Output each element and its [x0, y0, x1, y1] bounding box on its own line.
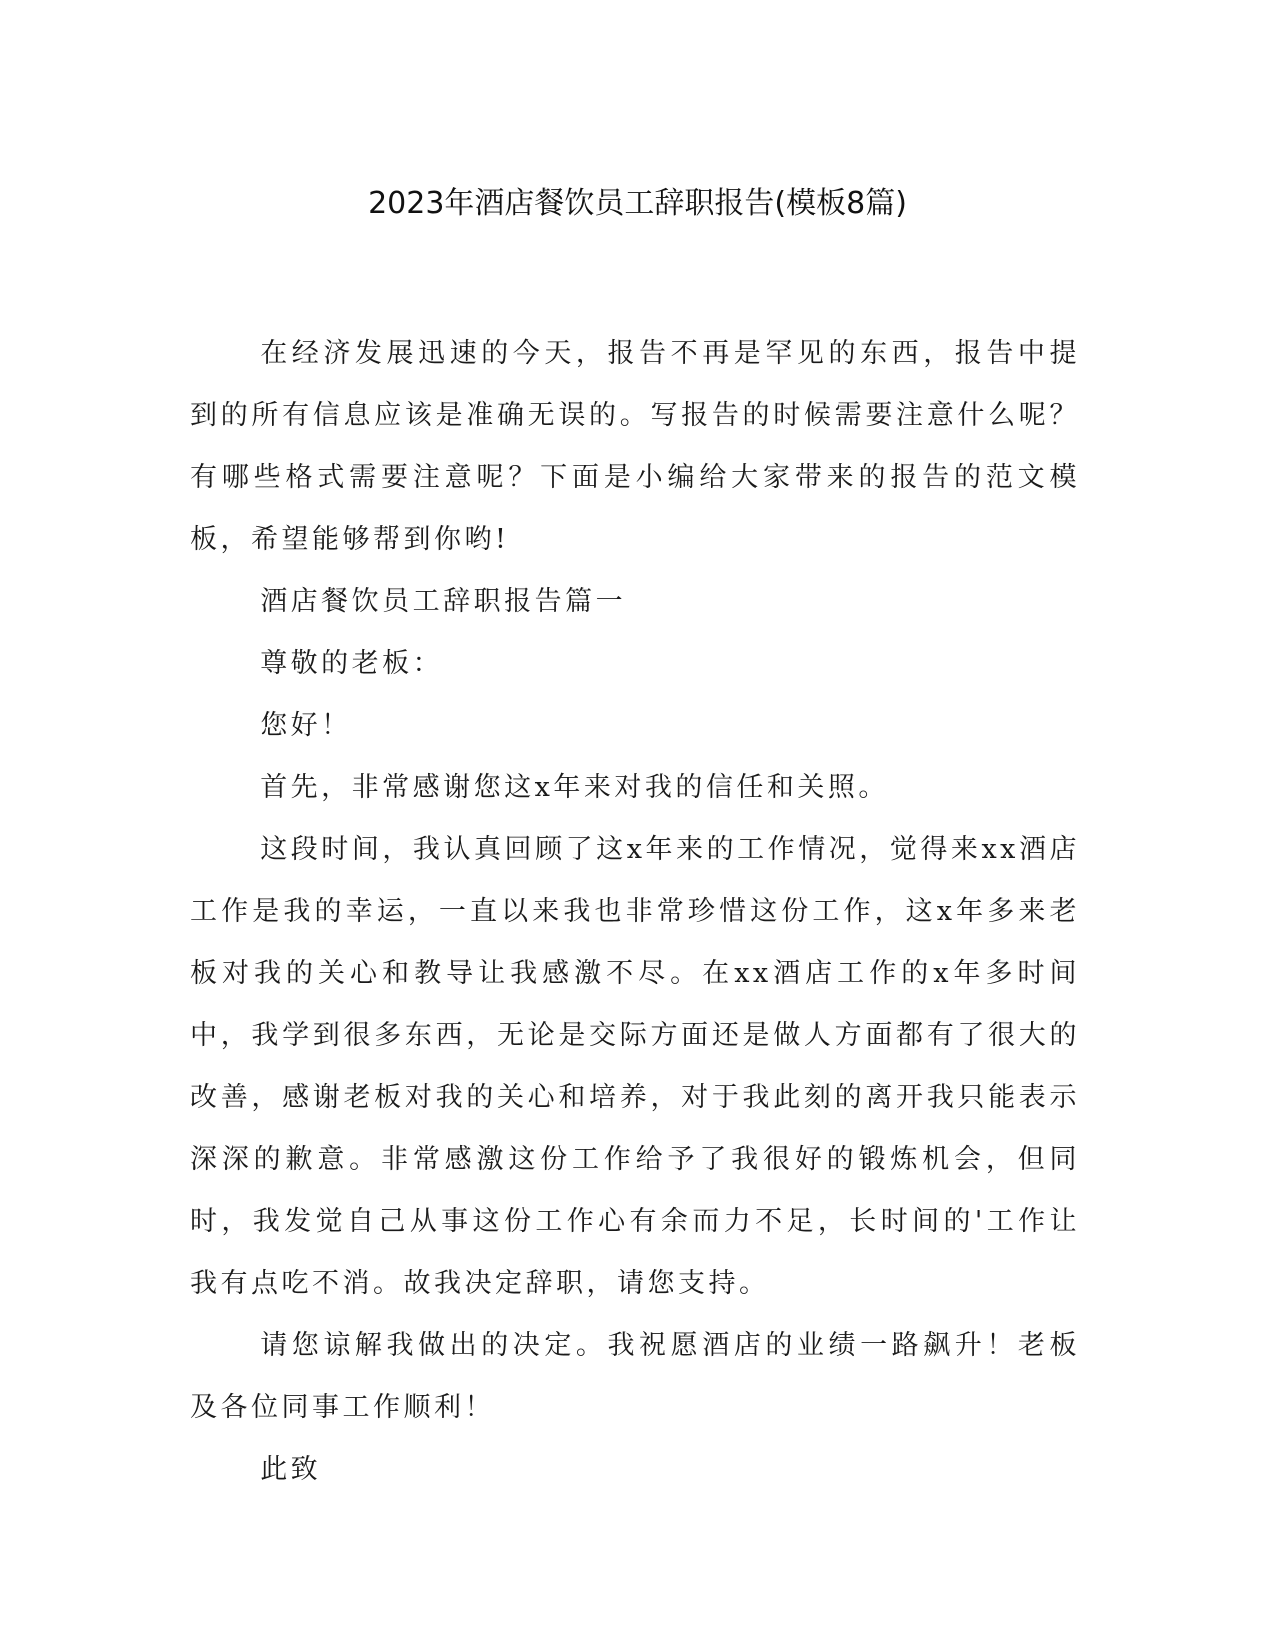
body-paragraph-thanks: 首先，非常感谢您这x年来对我的信任和关照。	[260, 772, 889, 803]
body-paragraph-closing: 请您谅解我做出的决定。我祝愿酒店的业绩一路飙升！老板及各位同事工作顺利！	[190, 1330, 1080, 1423]
section-heading: 酒店餐饮员工辞职报告篇一	[260, 586, 627, 617]
document-body	[190, 323, 1080, 1501]
document-title: 2023年酒店餐饮员工辞职报告(模板8篇)	[368, 186, 907, 221]
salutation: 尊敬的老板：	[260, 648, 444, 679]
greeting: 您好！	[260, 710, 352, 741]
intro-paragraph: 在经济发展迅速的今天，报告不再是罕见的东西，报告中提到的所有信息应该是准确无误的。写报告的时候需要注意什么呢？有哪些格式需要注意呢？下面是小编给大家带来的报告的范文模板，希望能够帮到你哟!	[190, 338, 1080, 555]
closing-phrase: 此致	[260, 1454, 322, 1485]
body-paragraph-main: 这段时间，我认真回顾了这x年来的工作情况，觉得来xx酒店工作是我的幸运，一直以来我也非常珍惜这份工作，这x年多来老板对我的关心和教导让我感激不尽。在xx酒店工作的x年多时间中，我学到很多东西，无论是交际方面还是做人方面都有了很大的改善，感谢老板对我的关心和培养，对于我此刻的离开我只能表示深深的歉意。非常感激这份工作给予了我很好的锻炼机会，但同时，我发觉自己从事这份工作心有余而力不足，长时间的'工作让我有点吃不消。故我决定辞职，请您支持。	[190, 834, 1080, 1299]
